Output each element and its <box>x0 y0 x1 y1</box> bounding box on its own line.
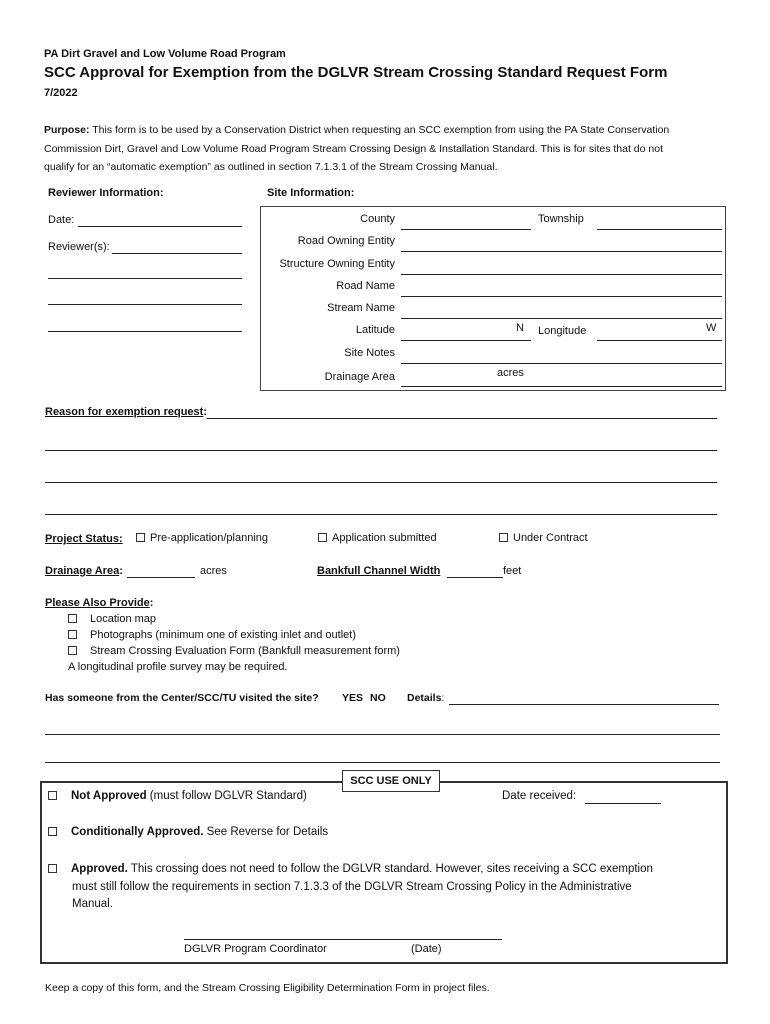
approved-label: Approved. <box>71 863 128 875</box>
provide-item-label: Photographs (minimum one of existing inlet and outlet) <box>90 629 356 641</box>
status-option-label: Under Contract <box>513 532 588 544</box>
drainage-label: Drainage Area <box>45 565 120 577</box>
drainage-area-input[interactable] <box>127 577 195 578</box>
checkbox-icon[interactable] <box>136 533 145 542</box>
provide-item-photographs[interactable] <box>68 629 356 641</box>
west-label: W <box>706 322 717 334</box>
visited-question: Has someone from the Center/SCC/TU visited the site? <box>45 692 319 704</box>
provide-item-label: Stream Crossing Evaluation Form (Bankfull measurement form) <box>90 645 400 657</box>
details-field-1[interactable] <box>449 704 719 705</box>
approved-line-2: must still follow the requirements in section 7.1.3.3 of the DGLVR Stream Crossing Policy in the Administrative <box>72 880 632 893</box>
not-approved-label: Not Approved <box>71 790 147 802</box>
conditional-label: Conditionally Approved. <box>71 826 204 838</box>
reason-field-1[interactable] <box>207 418 717 419</box>
reason-label-wrap <box>45 406 207 418</box>
site-notes-label: Site Notes <box>344 347 395 359</box>
structure-owning-label: Structure Owning Entity <box>279 258 395 270</box>
footer-note: Keep a copy of this form, and the Stream Crossing Eligibility Determination Form in project files. <box>45 982 490 994</box>
reviewer-field-1[interactable] <box>112 253 242 254</box>
checkbox-icon[interactable] <box>499 533 508 542</box>
checkbox-icon[interactable] <box>48 864 57 873</box>
status-option-under-contract[interactable] <box>499 532 588 544</box>
bankfull-width-input[interactable] <box>447 577 503 578</box>
drainage-label-wrap <box>45 565 123 577</box>
visited-no[interactable]: NO <box>370 692 386 704</box>
approved-option[interactable] <box>48 861 653 914</box>
reason-field-2[interactable] <box>45 450 717 451</box>
purpose-label: Purpose: <box>44 124 90 136</box>
site-notes-field[interactable] <box>401 363 722 364</box>
purpose-line-1: This form is to be used by a Conservation District when requesting an SCC exemption from using the PA State Conservation <box>89 124 670 136</box>
approved-line-1: This crossing does not need to follow the DGLVR standard. However, sites receiving a SCC exemption <box>127 863 653 875</box>
latitude-label: Latitude <box>355 324 395 336</box>
details-label: Details <box>407 692 442 704</box>
stream-name-field[interactable] <box>401 318 722 319</box>
details-label-wrap: Details: <box>407 692 445 704</box>
signature-date-line[interactable] <box>380 939 502 940</box>
details-field-3[interactable] <box>45 762 720 763</box>
status-option-label: Pre-application/planning <box>150 532 269 544</box>
provide-colon: : <box>149 597 154 609</box>
program-name: PA Dirt Gravel and Low Volume Road Program <box>44 48 286 60</box>
scc-use-only-tab: SCC USE ONLY <box>342 770 440 792</box>
purpose-line-2: Commission Dirt, Gravel and Low Volume Road Program Stream Crossing Design & Installation Standard. This is for sites that do not <box>44 142 663 155</box>
reviewer-heading: Reviewer Information: <box>48 187 164 199</box>
drainage-area-label: Drainage Area <box>324 371 395 383</box>
reviewers-label: Reviewer(s): <box>48 241 110 253</box>
provide-item-label: Location map <box>90 613 157 625</box>
not-approved-note: (must follow DGLVR Standard) <box>146 790 307 802</box>
provide-item-evaluation-form[interactable] <box>68 645 400 657</box>
checkbox-icon[interactable] <box>68 630 77 639</box>
checkbox-icon[interactable] <box>318 533 327 542</box>
date-field[interactable] <box>78 226 242 227</box>
page-title: SCC Approval for Exemption from the DGLVR Stream Crossing Standard Request Form <box>44 64 668 81</box>
stream-name-label: Stream Name <box>327 302 395 314</box>
feet-label: feet <box>503 565 522 577</box>
coordinator-label: DGLVR Program Coordinator <box>184 943 327 955</box>
structure-owning-field[interactable] <box>401 274 722 275</box>
checkbox-icon[interactable] <box>48 827 57 836</box>
details-field-2[interactable] <box>45 734 720 735</box>
conditional-option[interactable] <box>48 826 328 838</box>
status-option-submitted[interactable] <box>318 532 437 544</box>
road-owning-field[interactable] <box>401 251 722 252</box>
approved-line-3: Manual. <box>72 898 113 910</box>
bankfull-label: Bankfull Channel Width <box>317 565 441 577</box>
reason-field-3[interactable] <box>45 482 717 483</box>
status-option-label: Application submitted <box>332 532 437 544</box>
township-field[interactable] <box>597 229 722 230</box>
checkbox-icon[interactable] <box>68 614 77 623</box>
reviewer-field-2[interactable] <box>48 278 242 279</box>
date-label: Date: <box>48 214 75 226</box>
project-status-label: Project Status: <box>45 533 123 545</box>
drainage-colon: : <box>119 565 123 577</box>
signature-date-label: (Date) <box>411 943 442 955</box>
date-received-field[interactable] <box>585 803 661 804</box>
provide-item-location-map[interactable] <box>68 613 156 625</box>
date-received-label: Date received: <box>502 790 577 802</box>
road-owning-label: Road Owning Entity <box>297 235 395 247</box>
longitude-label: Longitude <box>538 325 587 337</box>
drainage-area-field[interactable] <box>401 386 722 387</box>
reason-field-4[interactable] <box>45 514 717 515</box>
reason-colon: : <box>203 406 207 418</box>
township-label: Township <box>538 213 584 225</box>
form-date: 7/2022 <box>44 87 78 99</box>
conditional-note: See Reverse for Details <box>203 826 329 838</box>
drainage-acres-label: acres <box>200 565 227 577</box>
latitude-field[interactable] <box>401 340 531 341</box>
acres-label: acres <box>497 367 524 379</box>
purpose-line-3: qualify for an “automatic exemption” as outlined in section 7.1.3.1 of the Stream Crossing Manual. <box>44 161 498 173</box>
site-heading: Site Information: <box>267 187 355 199</box>
provide-label: Please Also Provide <box>45 597 150 609</box>
coordinator-signature-line[interactable] <box>184 939 380 940</box>
reviewer-field-3[interactable] <box>48 304 242 305</box>
purpose-paragraph <box>44 121 734 177</box>
county-field[interactable] <box>401 229 531 230</box>
provide-note: A longitudinal profile survey may be required. <box>68 661 288 673</box>
not-approved-option[interactable] <box>48 790 307 802</box>
longitude-field[interactable] <box>597 340 722 341</box>
north-label: N <box>516 322 524 334</box>
checkbox-icon[interactable] <box>48 791 57 800</box>
reviewer-field-4[interactable] <box>48 331 242 332</box>
county-label: County <box>360 213 395 225</box>
road-name-label: Road Name <box>336 280 395 292</box>
reason-label: Reason for exemption request <box>45 406 204 418</box>
provide-label-wrap <box>45 597 153 609</box>
visited-yes[interactable]: YES <box>342 692 364 704</box>
status-option-pre-application[interactable] <box>136 532 268 544</box>
checkbox-icon[interactable] <box>68 646 77 655</box>
road-name-field[interactable] <box>401 296 722 297</box>
